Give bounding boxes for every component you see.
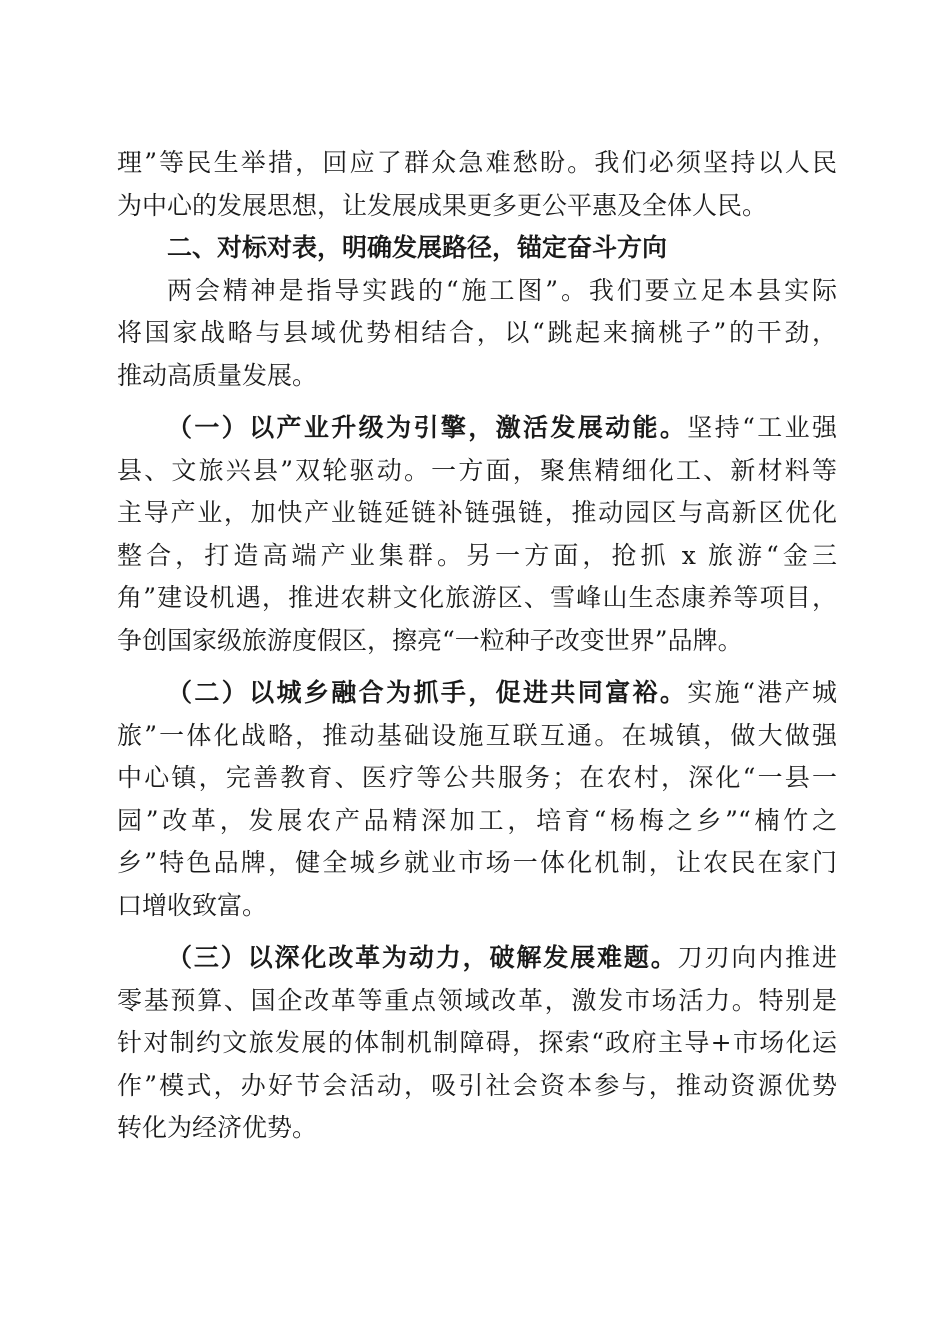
text-line: 园”改革，发展农产品精深加工，培育“杨梅之乡”“楠竹之: [117, 805, 837, 835]
text-line: 中心镇，完善教育、医疗等公共服务；在农村，深化“一县一: [117, 763, 837, 792]
text-line: [117, 937, 837, 980]
text-line: 为中心的发展思想，让发展成果更多更公平惠及全体人民。: [117, 190, 768, 220]
text-run: 实施“港产城: [687, 678, 837, 707]
text-line: 县、文旅兴县”双轮驱动。一方面，聚焦精细化工、新材料等: [117, 455, 837, 485]
text-line: 口增收致富。: [117, 890, 268, 920]
text-line: 角”建设机遇，推进农耕文化旅游区、雪峰山生态康养等项目，: [117, 583, 837, 612]
subheading-lead: （一）以产业升级为引擎，激活发展动能。: [167, 413, 688, 442]
document-body: [117, 142, 837, 1150]
text-line: 推动高质量发展。: [117, 360, 318, 390]
paragraph-urban-rural: [117, 672, 837, 927]
text-line: 转化为经济优势。: [117, 1113, 318, 1142]
text-line: [117, 672, 837, 715]
paragraph-continuation: [117, 142, 837, 227]
text-line: 零基预算、国企改革等重点领域改革，激发市场活力。特别是: [117, 985, 837, 1015]
text-run: 坚持“工业强: [687, 413, 837, 442]
text-line: [117, 407, 837, 450]
text-run: 刀刃向内推进: [677, 943, 837, 972]
text-line: 理”等民生举措，回应了群众急难愁盼。我们必须坚持以人民: [117, 148, 837, 177]
paragraph-reform: [117, 937, 837, 1150]
subheading-lead: （二）以城乡融合为抓手，促进共同富裕。: [167, 678, 688, 707]
text-line: 主导产业，加快产业链延链补链强链，推动园区与高新区优化: [117, 498, 837, 527]
text-line: 针对制约文旅发展的体制机制障碍，探索“政府主导+市场化运: [117, 1028, 837, 1057]
section-heading: 二、对标对表，明确发展路径，锚定奋斗方向: [167, 233, 668, 262]
paragraph-industry: [117, 407, 837, 662]
text-line: 两会精神是指导实践的“施工图”。我们要立足本县实际: [167, 275, 837, 305]
text-line: 作”模式，办好节会活动，吸引社会资本参与，推动资源优势: [117, 1070, 837, 1100]
text-line: 将国家战略与县域优势相结合，以“跳起来摘桃子”的干劲，: [117, 318, 837, 347]
paragraph-intro: [117, 270, 837, 398]
subheading-lead: （三）以深化改革为动力，破解发展难题。: [167, 943, 678, 972]
text-line: 旅”一体化战略，推动基础设施互联互通。在城镇，做大做强: [117, 720, 837, 750]
text-line: 乡”特色品牌，健全城乡就业市场一体化机制，让农民在家门: [117, 848, 837, 877]
text-line: 整合，打造高端产业集群。另一方面，抢抓 x 旅游“金三: [117, 540, 837, 570]
text-line: 争创国家级旅游度假区，擦亮“一粒种子改变世界”品牌。: [117, 625, 743, 655]
